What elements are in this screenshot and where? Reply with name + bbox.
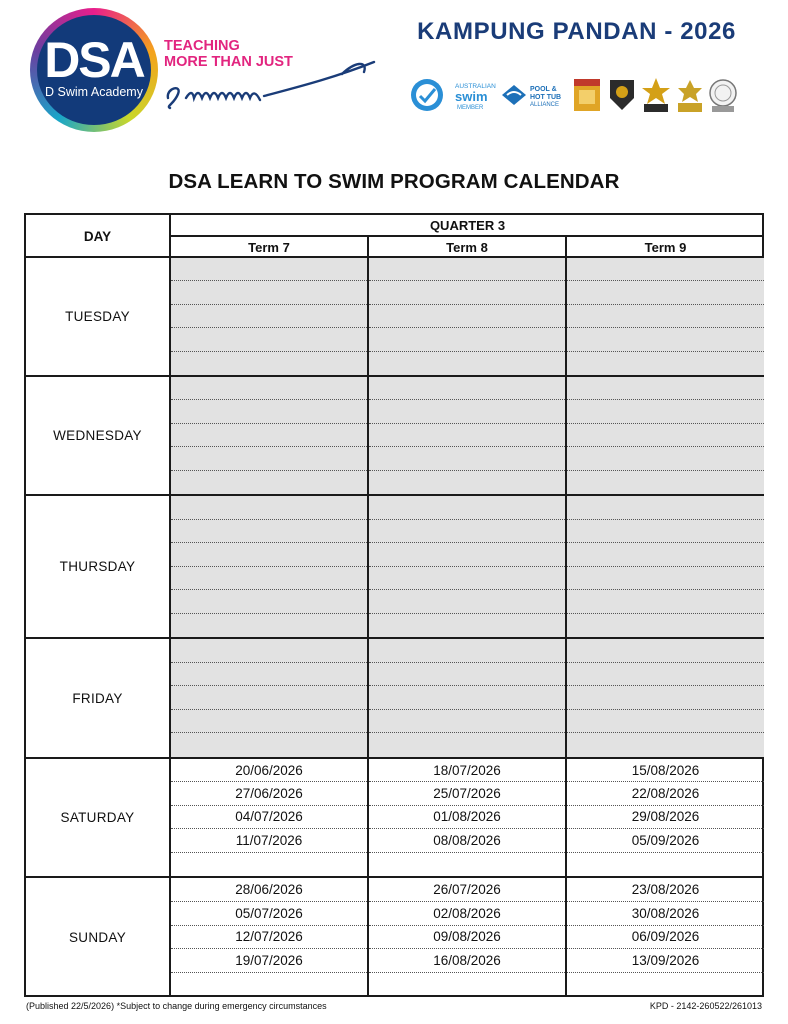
date-line: 05/09/2026	[567, 829, 764, 852]
date-line: 26/07/2026	[369, 878, 565, 902]
date-line	[369, 352, 565, 375]
date-line	[369, 258, 565, 281]
calendar-cell	[369, 377, 565, 494]
date-line	[171, 733, 367, 757]
date-line	[369, 447, 565, 470]
date-line	[567, 567, 764, 591]
date-line	[369, 496, 565, 520]
date-line	[171, 377, 367, 400]
date-line	[567, 733, 764, 757]
aussie-swim-badge-icon	[411, 79, 443, 111]
calendar-cell	[369, 496, 565, 637]
date-line: 22/08/2026	[567, 782, 764, 805]
date-line	[567, 447, 764, 470]
table-divider	[171, 235, 764, 237]
logo-subtext: D Swim Academy	[45, 85, 143, 99]
date-line	[171, 853, 367, 876]
date-line	[567, 352, 764, 375]
footer-document-code: KPD - 2142-260522/261013	[649, 1001, 762, 1011]
date-line	[369, 543, 565, 567]
date-line	[171, 471, 367, 494]
date-line	[567, 258, 764, 281]
date-line: 20/06/2026	[171, 759, 367, 782]
logo-core	[37, 15, 151, 125]
date-line	[567, 328, 764, 351]
calendar-cell	[171, 377, 367, 494]
logo-text: DSA	[44, 32, 144, 88]
svg-text:AUSTRALIAN: AUSTRALIAN	[455, 83, 496, 90]
calendar-cell	[369, 878, 565, 997]
date-line	[567, 305, 764, 328]
date-line	[171, 543, 367, 567]
date-line: 08/08/2026	[369, 829, 565, 852]
date-line	[369, 520, 565, 544]
date-line	[369, 328, 565, 351]
date-line	[567, 424, 764, 447]
date-line	[171, 400, 367, 423]
date-line	[171, 973, 367, 997]
date-line	[171, 639, 367, 663]
date-line: 18/07/2026	[369, 759, 565, 782]
swimming-script-logo	[164, 58, 384, 114]
day-label: SUNDAY	[68, 930, 127, 945]
svg-text:MEMBER: MEMBER	[457, 105, 484, 111]
date-line	[567, 710, 764, 734]
calendar-cell	[171, 878, 367, 997]
day-label: TUESDAY	[65, 309, 130, 324]
date-line: 13/09/2026	[567, 949, 764, 973]
date-line: 28/06/2026	[171, 878, 367, 902]
date-line	[369, 710, 565, 734]
date-line	[171, 710, 367, 734]
date-line	[369, 471, 565, 494]
date-line	[171, 686, 367, 710]
calendar-cell	[567, 759, 764, 876]
date-line	[369, 281, 565, 304]
svg-text:HOT TUB: HOT TUB	[530, 94, 562, 101]
date-line	[567, 543, 764, 567]
date-line	[567, 496, 764, 520]
date-line	[567, 520, 764, 544]
date-line	[369, 973, 565, 997]
date-line	[567, 853, 764, 876]
calendar-cell	[369, 639, 565, 757]
date-line	[369, 639, 565, 663]
day-label: SATURDAY	[60, 810, 135, 825]
date-line	[369, 663, 565, 687]
date-line	[369, 400, 565, 423]
term-header: Term 9	[644, 239, 687, 255]
date-line	[567, 973, 764, 997]
calendar-cell	[567, 377, 764, 494]
tagline-line-2: MORE THAN JUST	[164, 54, 293, 70]
accreditation-badges	[410, 76, 740, 114]
date-line	[171, 614, 367, 638]
svg-text:ALLIANCE: ALLIANCE	[530, 102, 560, 108]
award-laurel-icon	[678, 80, 702, 112]
date-line: 09/08/2026	[369, 926, 565, 950]
date-line: 11/07/2026	[171, 829, 367, 852]
dsa-logo	[30, 8, 158, 132]
date-line: 05/07/2026	[171, 902, 367, 926]
calendar-cell	[567, 878, 764, 997]
calendar-cell	[567, 639, 764, 757]
date-line	[567, 663, 764, 687]
calendar-cell	[171, 639, 367, 757]
award-star-icon	[642, 78, 670, 112]
date-line	[567, 686, 764, 710]
term-header: Term 8	[446, 239, 488, 255]
date-line	[567, 281, 764, 304]
date-line	[171, 663, 367, 687]
svg-text:POOL &: POOL &	[530, 86, 557, 93]
date-line	[171, 520, 367, 544]
date-line	[369, 853, 565, 876]
day-label: FRIDAY	[72, 690, 123, 706]
date-line: 30/08/2026	[567, 902, 764, 926]
date-line	[171, 496, 367, 520]
date-line: 01/08/2026	[369, 806, 565, 829]
calendar-table	[24, 213, 764, 997]
tagline-line-1: TEACHING	[164, 38, 240, 54]
date-line	[171, 258, 367, 281]
date-line: 16/08/2026	[369, 949, 565, 973]
date-line	[369, 567, 565, 591]
date-line	[171, 590, 367, 614]
date-line: 02/08/2026	[369, 902, 565, 926]
award-shield-icon	[610, 80, 634, 110]
date-line: 25/07/2026	[369, 782, 565, 805]
date-line	[567, 614, 764, 638]
date-line	[369, 590, 565, 614]
calendar-cell	[567, 496, 764, 637]
day-label: WEDNESDAY	[53, 428, 142, 443]
quarter-header: QUARTER 3	[429, 217, 506, 233]
date-line	[171, 447, 367, 470]
day-column-header: DAY	[83, 228, 112, 244]
calendar-cell	[171, 258, 367, 375]
date-line	[567, 471, 764, 494]
date-line	[369, 424, 565, 447]
date-line	[567, 377, 764, 400]
award-seal-icon	[710, 80, 736, 112]
date-line: 06/09/2026	[567, 926, 764, 950]
footer-publish-note: (Published 22/5/2026) *Subject to change during emergency circumstances	[26, 1001, 327, 1011]
calendar-cell	[171, 496, 367, 637]
date-line	[369, 733, 565, 757]
org-title: KAMPUNG PANDAN - 2026	[417, 18, 736, 45]
date-line	[567, 639, 764, 663]
date-line	[369, 305, 565, 328]
pool-hot-tub-alliance-icon	[502, 85, 561, 108]
calendar-cell	[369, 759, 565, 876]
date-line	[369, 614, 565, 638]
term-header: Term 7	[248, 239, 290, 255]
date-line	[171, 567, 367, 591]
date-line: 04/07/2026	[171, 806, 367, 829]
date-line	[567, 590, 764, 614]
date-line	[567, 400, 764, 423]
date-line	[171, 328, 367, 351]
date-line	[369, 686, 565, 710]
document-title: DSA LEARN TO SWIM PROGRAM CALENDAR	[168, 170, 620, 193]
calendar-cell	[567, 258, 764, 375]
date-line	[171, 281, 367, 304]
date-line: 27/06/2026	[171, 782, 367, 805]
date-line	[369, 377, 565, 400]
calendar-cell	[171, 759, 367, 876]
calendar-cell	[369, 258, 565, 375]
svg-text:swim: swim	[455, 89, 488, 104]
date-line: 19/07/2026	[171, 949, 367, 973]
date-line: 29/08/2026	[567, 806, 764, 829]
winner-award-icon	[574, 79, 600, 111]
date-line: 23/08/2026	[567, 878, 764, 902]
day-label: THURSDAY	[59, 559, 136, 574]
date-line	[171, 352, 367, 375]
date-line: 12/07/2026	[171, 926, 367, 950]
date-line: 15/08/2026	[567, 759, 764, 782]
date-line	[171, 424, 367, 447]
australian-swim-member-icon	[455, 83, 496, 111]
date-line	[171, 305, 367, 328]
